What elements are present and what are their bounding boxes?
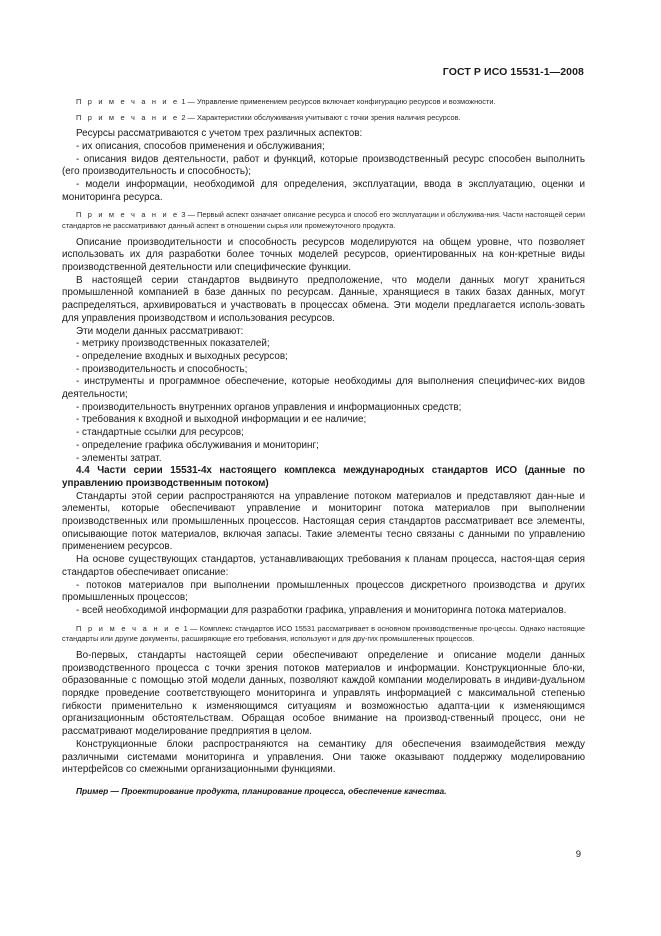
document-header: ГОСТ Р ИСО 15531-1—2008 <box>442 66 584 78</box>
list-item: - производительность и способность; <box>76 363 248 375</box>
note-label: П р и м е ч а н и е <box>76 97 180 106</box>
page-number: 9 <box>575 849 581 860</box>
list-item: - производительность внутренних органов управления и информационных средств; <box>76 401 462 413</box>
paragraph: Описание производительности и способность ресурсов моделируются на общем уровне, что позволяет использовать их для разработки более точных моделей ресурсов, ориентированных на кон-кретные виды производственной деятельности или специфические функции. <box>62 236 585 273</box>
note <box>62 113 585 124</box>
paragraph: Эти модели данных рассматривают: <box>76 325 244 337</box>
list-item: - их описания, способов применения и обслуживания; <box>76 140 325 152</box>
list-item: - определение графика обслуживания и мониторинг; <box>76 439 319 451</box>
note-text: 3 — Первый аспект означает описание ресурса и способ его эксплуатации и обслужива-ния. Части настоящей серии стандартов не рассматривают данный аспект в отношении сырья или промежуточного продукта. <box>62 210 585 230</box>
list-item: - элементы затрат. <box>76 452 162 464</box>
list-item: - потоков материалов при выполнении промышленных процессов дискретного производства и других промышленных процессов; <box>62 579 585 604</box>
note-text: 2 — Характеристики обслуживания учитывают с точки зрения наличия ресурсов. <box>179 112 461 122</box>
paragraph: Стандарты этой серии распространяются на управление потоком материалов и представляют дан-ные и элементы, которые обеспечивают управление и мониторинг потока материалов при выполнении производственных или промышленных процессов. Настоящая серия стандартов рассматривает все элементы, описывающие поток материалов, включая запасы. Такие элементы тесно связаны с данными по управлению применением ресурсов. <box>62 490 585 553</box>
note-label: П р и м е ч а н и е <box>76 210 180 220</box>
list-item: - инструменты и программное обеспечение, которые необходимы для выполнения специфичес-ких видов деятельности; <box>62 376 585 401</box>
list-item: - описания видов деятельности, работ и функций, которые производственный ресурс способен выполнить (его производительность и способность); <box>62 153 585 178</box>
note-label: П р и м е ч а н и е <box>76 623 182 633</box>
note-label: П р и м е ч а н и е <box>76 112 180 122</box>
list-item: - метрику производственных показателей; <box>76 338 270 350</box>
list-item: - всей необходимой информации для разработки графика, управления и мониторинга потока материалов. <box>76 604 567 616</box>
paragraph: В настоящей серии стандартов выдвинуто предположение, что модели данных могут храниться промышленной компанией в базе данных по ресурсам. Данные, хранящиеся в таких базах данных, могут распределяться, архивироваться и участвовать в процессах обмена. Эти модели предлагается исполь-зовать для управления производством и использования ресурсов. <box>62 274 585 324</box>
note-text: 1 — Комплекс стандартов ИСО 15531 рассматривает в основном производственные про-цессы. Однако настоящие стандарты или другие документы, расширяющие его требования, используют и для дру-гих промышленных процессов. <box>62 623 585 644</box>
paragraph: Конструкционные блоки распространяются на семантику для обеспечения взаимодействия между различными системами мониторинга и управления. Они также оказывают поддержку моделированию интерфейсов со смежными организационными функциями. <box>62 738 585 776</box>
note <box>62 624 585 645</box>
section-heading: 4.4 Части серии 15531-4х настоящего комплекса международных стандартов ИСО (данные по управлению производственным потоком) <box>62 465 585 489</box>
list-item: - модели информации, необходимой для определения, эксплуатации, ввода в эксплуатацию, оценки и мониторинга ресурса. <box>62 179 585 203</box>
paragraph: Ресурсы рассматриваются с учетом трех различных аспектов: <box>76 128 363 140</box>
list-item: - стандартные ссылки для ресурсов; <box>76 427 244 439</box>
note <box>62 210 585 231</box>
page-body <box>62 93 585 797</box>
example-text: Пример — Проектирование продукта, планирование процесса, обеспечение качества. <box>76 785 447 796</box>
note-text: 1 — Управление применением ресурсов включает конфигурацию ресурсов и возможности. <box>179 97 496 106</box>
list-item: - определение входных и выходных ресурсов; <box>76 350 288 362</box>
paragraph: На основе существующих стандартов, устанавливающих требования к планам процесса, настоя-щая серия стандартов обеспечивает описание: <box>62 554 585 578</box>
paragraph: Во-первых, стандарты настоящей серии обеспечивают определение и описание модели данных производственного процесса с точки зрения потоков материалов и информации. Конструкционные бло-ки, образованные с помощью этой модели данных, позволяют каждой компании моделировать в индиви-дуальном порядке проведение соответствующего мониторинга и управлять информацией с максимальной степенью гибкости применительно к изменяющимся ситуациям и возможностью адапта-ции к изменяющимся организационным обстоятельствам. Обращая особое внимание на производ-ственный процесс, они не рассматривают моделирование предприятия в целом. <box>62 649 585 738</box>
note <box>62 97 585 108</box>
list-item: - требования к входной и выходной информации и ее наличие; <box>76 414 367 426</box>
